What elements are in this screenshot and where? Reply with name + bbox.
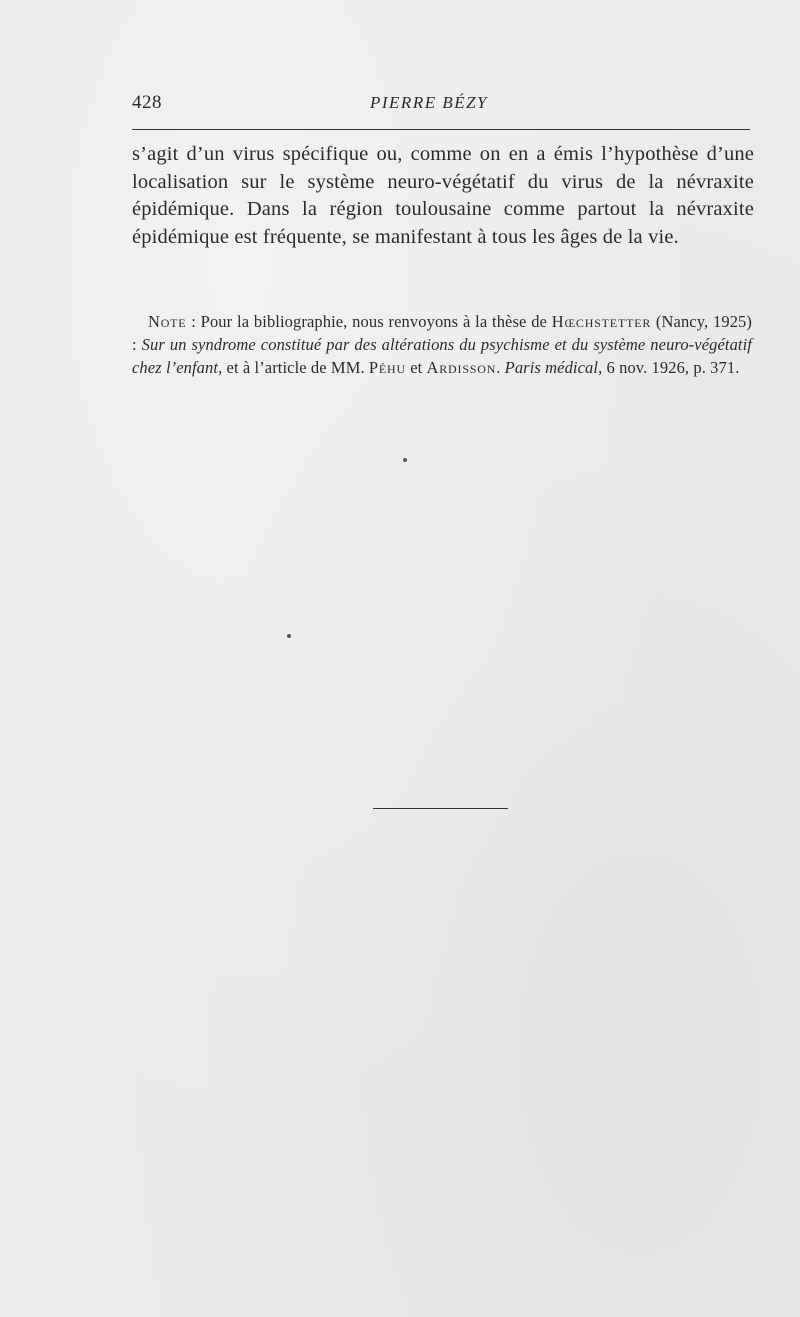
header-rule (132, 129, 750, 130)
note-text-5: . (496, 358, 505, 377)
note-label: Note (148, 312, 187, 331)
note-journal: Paris médical, (504, 358, 603, 377)
end-rule (373, 808, 508, 809)
note-author-ardisson: Ardisson (426, 358, 497, 377)
note-text-1: : Pour la bibliographie, nous renvoyons à la thèse de (186, 312, 552, 331)
note-text-3: et à l’article de MM. (222, 358, 369, 377)
body-text (132, 141, 754, 251)
note-author-pehu: Péhu (368, 358, 406, 377)
note-text-6: 6 nov. 1926, p. 371. (602, 358, 740, 377)
note-author-hoechstetter: Hœchstetter (551, 312, 652, 331)
page-header (132, 92, 750, 122)
bibliography-note (132, 310, 752, 379)
body-paragraph: s’agit d’un virus spécifique ou, comme on en a émis l’hypothèse d’une localisation sur le système neuro-végétatif du virus de la névraxite épidémique. Dans la région toulousaine comme partout la névraxite épidémique est fréquente, se manifestant à tous les âges de la vie. (132, 143, 754, 248)
running-head: PIERRE BÉZY (370, 93, 489, 112)
note-text-2: (Nancy, 1925) : (132, 312, 752, 354)
note-text-4: et (405, 358, 427, 377)
paper-speck (403, 458, 407, 462)
note-thesis-title: Sur un syndrome constitué par des altérations du psychisme et du système neuro-végétatif chez l’enfant, (132, 335, 752, 377)
paper-speck (287, 634, 291, 638)
page-number: 428 (132, 92, 162, 113)
